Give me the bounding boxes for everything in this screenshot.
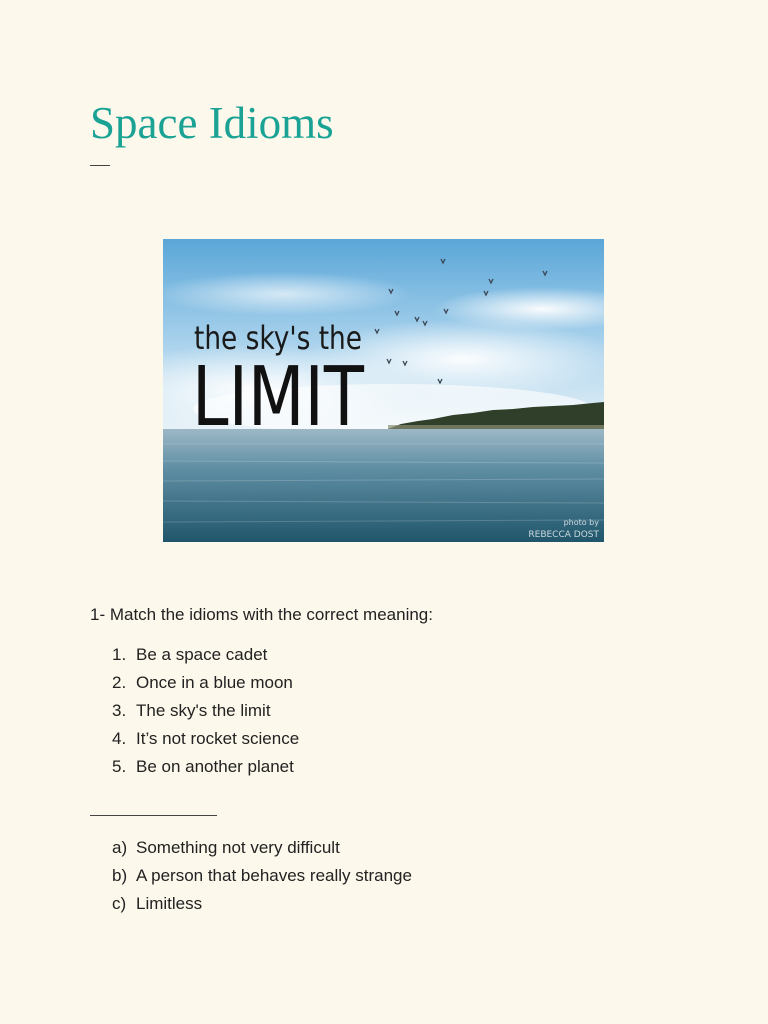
list-item-text: Limitless [136,894,203,913]
list-item-text: Be a space cadet [136,645,268,664]
list-item-text: Something not very difficult [136,838,340,857]
meanings-list [112,834,412,918]
photo-credit-line1: photo by [563,518,599,527]
list-item [112,669,299,697]
hero-caption-line2: LIMIT [192,350,365,445]
list-item [112,697,299,725]
hero-caption-line1: the sky's the [194,319,362,357]
list-item-text: A person that behaves really strange [136,866,412,885]
list-marker: b) [112,866,128,885]
list-marker: 1. [112,645,127,664]
idioms-list [112,641,299,781]
list-item-text: Once in a blue moon [136,673,293,692]
sea [163,429,604,542]
list-marker: 5. [112,757,127,776]
list-marker: a) [112,838,128,857]
list-item-text: The sky's the limit [136,701,271,720]
photo-credit-line2: REBECCA DOST [528,530,599,540]
list-item [112,890,412,918]
exercise-prompt: 1- Match the idioms with the correct meaning: [90,605,433,624]
list-item-text: Be on another planet [136,757,294,776]
list-marker: 2. [112,673,127,692]
list-marker: c) [112,894,127,913]
title-underline [90,165,110,166]
list-item [112,753,299,781]
list-item [112,834,412,862]
hero-image [163,239,604,542]
list-item [112,725,299,753]
section-separator [90,815,217,816]
page-title: Space Idioms [90,98,334,148]
list-item [112,862,412,890]
list-marker: 4. [112,729,127,748]
list-item-text: It’s not rocket science [136,729,300,748]
list-item [112,641,299,669]
list-marker: 3. [112,701,127,720]
